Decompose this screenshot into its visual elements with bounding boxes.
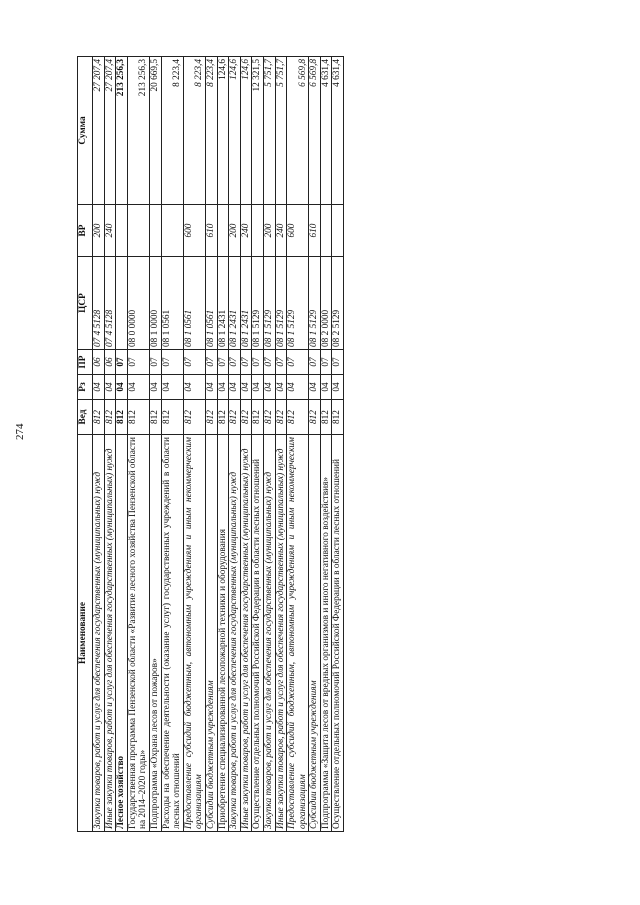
header-pr: ПР	[78, 350, 93, 375]
table-row	[161, 57, 183, 832]
cell-name: Подпрограмма «Охрана лесов от пожаров»	[149, 435, 161, 832]
table-row	[332, 57, 344, 832]
cell-vr: 200	[229, 205, 241, 257]
cell-ved: 812	[229, 400, 241, 435]
cell-ved: 812	[205, 400, 217, 435]
table-row	[149, 57, 161, 832]
cell-vr	[127, 205, 149, 257]
cell-rz: 04	[320, 375, 332, 400]
cell-vr	[217, 205, 229, 257]
cell-pr: 07	[240, 350, 252, 375]
table-row	[205, 57, 217, 832]
cell-ved: 812	[127, 400, 149, 435]
cell-name: Иные закупки товаров, работ и услуг для обеспечения государственных (муниципальных) нужд	[104, 435, 116, 832]
cell-sum: 4 631,4	[332, 57, 344, 205]
header-name: Наименование	[78, 435, 93, 832]
cell-pr: 07	[149, 350, 161, 375]
table-row	[183, 57, 205, 832]
cell-pr: 07	[287, 350, 309, 375]
cell-ved: 812	[104, 400, 116, 435]
cell-pr: 07	[161, 350, 183, 375]
cell-ved: 812	[287, 400, 309, 435]
cell-name: Подпрограмма «Защита лесов от вредных организмов и иного негативного воздействия»	[320, 435, 332, 832]
cell-csr: 08 1 2431	[229, 257, 241, 350]
cell-vr	[161, 205, 183, 257]
cell-vr: 600	[183, 205, 205, 257]
cell-vr	[149, 205, 161, 257]
cell-name: Субсидии бюджетным учреждениям	[309, 435, 321, 832]
cell-name: Осуществление отдельных полномочий Российской Федерации в области лесных отношений	[332, 435, 344, 832]
cell-ved: 812	[309, 400, 321, 435]
cell-name: Предоставление субсидий бюджетным, автономным учреждениям и иным некоммерческим организациям	[183, 435, 205, 832]
table-row	[240, 57, 252, 832]
cell-rz: 04	[263, 375, 275, 400]
cell-name: Иные закупки товаров, работ и услуг для обеспечения государственных (муниципальных) нужд	[240, 435, 252, 832]
cell-ved: 812	[161, 400, 183, 435]
cell-sum: 213 256,3	[127, 57, 149, 205]
cell-sum: 20 669,5	[149, 57, 161, 205]
cell-pr: 07	[320, 350, 332, 375]
rotated-page-content	[77, 57, 561, 832]
table-row	[127, 57, 149, 832]
cell-pr: 07	[116, 350, 128, 375]
cell-pr: 07	[252, 350, 264, 375]
cell-vr	[252, 205, 264, 257]
cell-sum: 124,6	[240, 57, 252, 205]
table-row	[275, 57, 287, 832]
cell-csr: 08 2 0000	[320, 257, 332, 350]
cell-ved: 812	[93, 400, 105, 435]
cell-csr: 08 2 5129	[332, 257, 344, 350]
cell-csr: 08 1 2431	[240, 257, 252, 350]
cell-ved: 812	[332, 400, 344, 435]
cell-vr	[116, 205, 128, 257]
cell-rz: 04	[309, 375, 321, 400]
cell-sum: 5 751,7	[275, 57, 287, 205]
cell-rz: 04	[287, 375, 309, 400]
cell-pr: 07	[183, 350, 205, 375]
cell-csr: 08 1 0000	[149, 257, 161, 350]
cell-vr: 200	[263, 205, 275, 257]
cell-ved: 812	[240, 400, 252, 435]
cell-csr: 07 4 5128	[104, 257, 116, 350]
header-rz: Рз	[78, 375, 93, 400]
cell-csr: 08 0 0000	[127, 257, 149, 350]
cell-rz: 04	[116, 375, 128, 400]
cell-pr: 07	[263, 350, 275, 375]
cell-name: Закупка товаров, работ и услуг для обеспечения государственных (муниципальных) нужд	[229, 435, 241, 832]
budget-table	[77, 56, 344, 832]
cell-name: Иные закупки товаров, работ и услуг для обеспечения государственных (муниципальных) нужд	[275, 435, 287, 832]
cell-name: Осуществление отдельных полномочий Российской Федерации в области лесных отношений	[252, 435, 264, 832]
cell-csr: 08 1 0561	[205, 257, 217, 350]
cell-rz: 04	[127, 375, 149, 400]
cell-ved: 812	[320, 400, 332, 435]
cell-ved: 812	[252, 400, 264, 435]
cell-csr: 08 1 5129	[287, 257, 309, 350]
table-row	[116, 57, 128, 832]
cell-vr: 240	[240, 205, 252, 257]
table-row	[93, 57, 105, 832]
cell-csr: 08 1 2431	[217, 257, 229, 350]
cell-ved: 812	[183, 400, 205, 435]
cell-name: Государственная программа Пензенской области «Развитие лесного хозяйства Пензенской области на 2014–2020 годы»	[127, 435, 149, 832]
cell-sum: 8 223,4	[161, 57, 183, 205]
cell-sum: 4 631,4	[320, 57, 332, 205]
cell-sum: 213 256,3	[116, 57, 128, 205]
table-header	[78, 57, 93, 832]
table-row	[309, 57, 321, 832]
cell-sum: 8 223,4	[205, 57, 217, 205]
cell-rz: 04	[229, 375, 241, 400]
cell-sum: 27 207,4	[104, 57, 116, 205]
table-row	[287, 57, 309, 832]
cell-vr: 240	[275, 205, 287, 257]
cell-vr	[320, 205, 332, 257]
cell-name: Закупка товаров, работ и услуг для обеспечения государственных (муниципальных) нужд	[263, 435, 275, 832]
cell-pr: 07	[275, 350, 287, 375]
table-row	[320, 57, 332, 832]
cell-csr	[116, 257, 128, 350]
cell-sum: 124,6	[229, 57, 241, 205]
cell-vr: 610	[309, 205, 321, 257]
cell-pr: 06	[104, 350, 116, 375]
cell-pr: 06	[93, 350, 105, 375]
header-ved: Вед	[78, 400, 93, 435]
cell-csr: 08 1 0561	[183, 257, 205, 350]
cell-rz: 04	[149, 375, 161, 400]
cell-ved: 812	[263, 400, 275, 435]
cell-rz: 04	[217, 375, 229, 400]
cell-ved: 812	[275, 400, 287, 435]
cell-pr: 07	[217, 350, 229, 375]
cell-name: Закупка товаров, работ и услуг для обеспечения государственных (муниципальных) нужд	[93, 435, 105, 832]
cell-vr: 600	[287, 205, 309, 257]
cell-rz: 04	[252, 375, 264, 400]
table-row	[263, 57, 275, 832]
cell-csr: 08 1 5129	[263, 257, 275, 350]
cell-pr: 07	[332, 350, 344, 375]
table-body	[93, 57, 344, 832]
cell-csr: 08 1 0561	[161, 257, 183, 350]
table-row	[104, 57, 116, 832]
cell-rz: 04	[332, 375, 344, 400]
cell-vr: 200	[93, 205, 105, 257]
cell-csr: 08 1 5129	[252, 257, 264, 350]
cell-sum: 6 569,8	[309, 57, 321, 205]
cell-pr: 07	[229, 350, 241, 375]
cell-rz: 04	[183, 375, 205, 400]
cell-sum: 12 321,5	[252, 57, 264, 205]
cell-sum: 8 223,4	[183, 57, 205, 205]
table-row	[252, 57, 264, 832]
cell-name: Предоставление субсидий бюджетным, автономным учреждениям и иным некоммерческим организациям	[287, 435, 309, 832]
cell-rz: 04	[104, 375, 116, 400]
cell-sum: 27 207,4	[93, 57, 105, 205]
cell-vr: 240	[104, 205, 116, 257]
table-row	[217, 57, 229, 832]
cell-name: Лесное хозяйство	[116, 435, 128, 832]
cell-pr: 07	[309, 350, 321, 375]
cell-rz: 04	[161, 375, 183, 400]
cell-vr: 610	[205, 205, 217, 257]
table-row	[229, 57, 241, 832]
cell-sum: 124,6	[217, 57, 229, 205]
cell-vr	[332, 205, 344, 257]
cell-pr: 07	[205, 350, 217, 375]
cell-rz: 04	[205, 375, 217, 400]
cell-csr: 08 1 5129	[309, 257, 321, 350]
header-sum: Сумма	[78, 57, 93, 205]
cell-name: Субсидии бюджетным учреждениям	[205, 435, 217, 832]
cell-sum: 5 751,7	[263, 57, 275, 205]
cell-csr: 07 4 5128	[93, 257, 105, 350]
cell-pr: 07	[127, 350, 149, 375]
cell-rz: 04	[240, 375, 252, 400]
cell-ved: 812	[149, 400, 161, 435]
cell-ved: 812	[217, 400, 229, 435]
page-number: 274	[14, 423, 26, 440]
header-vr: ВР	[78, 205, 93, 257]
cell-csr: 08 1 5129	[275, 257, 287, 350]
cell-name: Приобретение специализированной лесопожарной техники и оборудования	[217, 435, 229, 832]
cell-rz: 04	[93, 375, 105, 400]
cell-sum: 6 569,8	[287, 57, 309, 205]
cell-rz: 04	[275, 375, 287, 400]
header-csr: ЦСР	[78, 257, 93, 350]
cell-ved: 812	[116, 400, 128, 435]
cell-name: Расходы на обеспечение деятельности (оказание услуг) государственных учреждений в области лесных отношений	[161, 435, 183, 832]
